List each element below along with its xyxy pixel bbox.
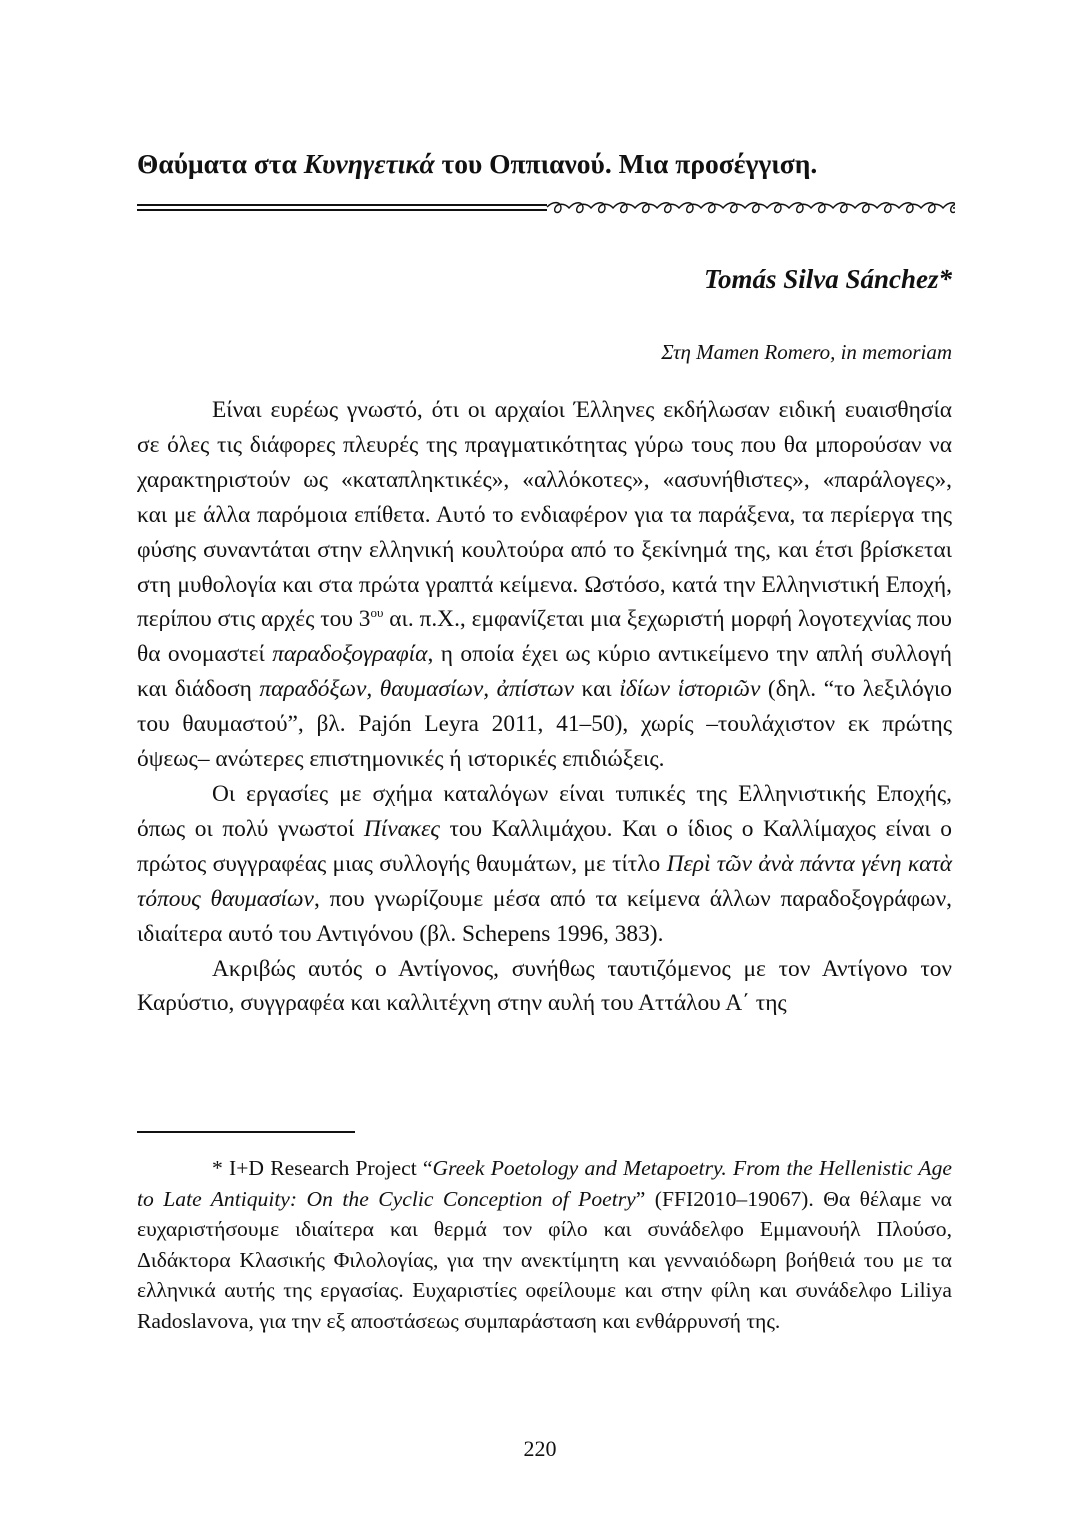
title-italic: Κυνηγετικά xyxy=(303,148,435,179)
p2-text-a: Οι εργασίες με σχήμα καταλόγων είναι τυπικές της Ελληνιστικής Εποχής, όπως οι πολύ γνωστοί xyxy=(137,780,952,842)
footnote-italic-project: Greek Poetology and Metapoetry. From the Hellenistic Age to Late Antiquity: On the Cyclic Conception of Poetry xyxy=(137,1156,952,1211)
p1-text-c: , η οποία έχει ως κύριο αντικείμενο την απλή συλλογή και διάδοση xyxy=(137,641,952,703)
p2-text-b: του Καλλιμάχου. Και ο ίδιος ο Καλλίμαχος είναι ο πρώτος συγγραφέας μιας συλλογής θαυμάτων, με τίτλο xyxy=(137,815,952,877)
paragraph-2 xyxy=(137,777,952,952)
title-text: Θαύματα στα xyxy=(137,148,304,179)
p1-italic-greek-terms: παραδόξων, θαυμασίων, ἀπίστων xyxy=(259,676,574,703)
p1-text-d: και xyxy=(573,676,620,703)
footnote xyxy=(137,1153,952,1336)
paragraph-3 xyxy=(137,952,952,1022)
p1-italic-greek-phrase: ἰδίων ἱστοριῶν xyxy=(619,676,761,703)
footnote-paragraph xyxy=(137,1153,952,1336)
body-text xyxy=(137,393,952,1021)
p2-italic-greek-title: Περὶ τῶν ἀνὰ πάντα γένη κατὰ τόπους θαυμασίων xyxy=(137,850,952,912)
footnote-text-a: * I+D Research Project “ xyxy=(212,1156,433,1180)
title-text-end: του Οππιανού. Μια προσέγγιση. xyxy=(434,148,818,179)
page-title xyxy=(137,148,967,180)
author-name: Tomás Silva Sánchez* xyxy=(703,264,952,294)
p1-italic-term: παραδοξογραφία xyxy=(272,641,428,668)
p1-text-b: αι. π.Χ., εμφανίζεται μια ξεχωριστή μορφή λογοτεχνίας που θα ονομαστεί xyxy=(137,606,952,668)
title-ornament xyxy=(137,199,955,221)
p1-text-a: Είναι ευρέως γνωστό, ότι οι αρχαίοι Έλληνες εκδήλωσαν ειδική ευαισθησία σε όλες τις διάφορες πλευρές της πραγματικότητας γύρω τους που θα μπορούσαν να χαρακτηριστούν ως «καταπληκτικές», «αλλόκοτες», «ασυνήθιστες», «παράλογες», και με άλλα παρόμοια επίθετα. Αυτό το ενδιαφέρον για τα παράξενα, τα περίεργα της φύσης συναντάται στην ελληνική κουλτούρα από το ξεκίνημά της, και έτσι βρίσκεται στη μυθολογία και στα πρώτα γραπτά κείμενα. Ωστόσο, κατά την Ελληνιστική Εποχή, περίπου στις αρχές του 3 xyxy=(137,397,952,633)
ordinal-superscript: ου xyxy=(370,605,384,621)
p3-text-a: Ακριβώς αυτός ο Αντίγονος, συνήθως ταυτιζόμενος με τον Αντίγονο τον Καρύστιο, συγγραφέα και καλλιτέχνη στην αυλή του Αττάλου Α΄ της xyxy=(137,955,952,1017)
page-number: 220 xyxy=(523,1436,557,1461)
p2-italic-title: Πίνακες xyxy=(363,815,440,842)
footnote-text-b: ” (FFI2010–19067). Θα θέλαμε να ευχαριστήσουμε ιδιαίτερα και θερμά τον φίλο και συνάδελφο Εμμανουήλ Πλούσο, Διδάκτορα Κλασικής Φιλολογίας, για την ανεκτίμητη και γενναιόδωρη βοήθειά του με τα ελληνικά αυτής της εργασίας. Ευχαριστίες οφείλουμε και στην φίλη και συνάδελφο Liliya Radoslavova, για την εξ αποστάσεως συμπαράσταση και ενθάρρυνσή της. xyxy=(137,1186,952,1333)
dedication: Στη Mamen Romero, in memoriam xyxy=(661,340,952,364)
footnote-rule xyxy=(137,1131,355,1133)
p1-text-e: (δηλ. “το λεξιλόγιο του θαυμαστού”, βλ. Pajón Leyra 2011, 41–50), χωρίς –τουλάχιστον εκ πρώτης όψεως– ανώτερες επιστημονικές ή ιστορικές επιδιώξεις. xyxy=(137,676,952,773)
paragraph-1 xyxy=(137,393,952,777)
p2-text-c: , που γνωρίζουμε μέσα από τα κείμενα άλλων παραδοξογράφων, ιδιαίτερα αυτό του Αντιγόνου (βλ. Schepens 1996, 383). xyxy=(137,885,952,947)
